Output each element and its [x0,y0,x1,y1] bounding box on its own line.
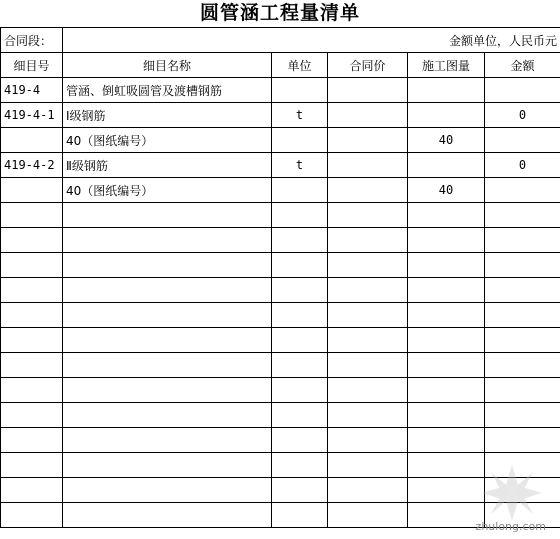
empty-cell[interactable] [408,253,485,278]
cell-name[interactable]: Ⅰ级钢筋 [63,103,272,128]
cell-code[interactable] [1,178,63,203]
empty-cell[interactable] [1,428,63,453]
empty-row [1,428,560,453]
cell-price[interactable] [328,78,408,103]
cell-qty[interactable]: 40 [408,128,485,153]
empty-row [1,203,560,228]
empty-cell[interactable] [1,503,63,528]
empty-row [1,303,560,328]
bill-table [0,27,560,528]
empty-cell[interactable] [272,278,328,303]
empty-cell[interactable] [63,503,272,528]
empty-cell[interactable] [408,328,485,353]
empty-cell[interactable] [408,278,485,303]
empty-cell[interactable] [408,403,485,428]
empty-cell[interactable] [1,478,63,503]
header-unit[interactable]: 单位 [272,53,328,78]
empty-cell[interactable] [63,428,272,453]
empty-cell[interactable] [328,453,408,478]
cell-amount[interactable]: 0 [485,103,560,128]
empty-cell[interactable] [63,228,272,253]
empty-cell[interactable] [485,303,560,328]
header-amount[interactable]: 金额 [485,53,560,78]
empty-cell[interactable] [408,353,485,378]
cell-amount[interactable] [485,78,560,103]
cell-price[interactable] [328,103,408,128]
cell-code[interactable] [1,128,63,153]
header-name[interactable]: 细目名称 [63,53,272,78]
empty-cell[interactable] [485,253,560,278]
cell-qty[interactable] [408,78,485,103]
empty-cell[interactable] [328,503,408,528]
empty-row [1,403,560,428]
cell-qty[interactable] [408,103,485,128]
empty-cell[interactable] [328,353,408,378]
table-row [1,178,560,203]
empty-row [1,378,560,403]
cell-qty[interactable]: 40 [408,178,485,203]
empty-cell[interactable] [1,453,63,478]
empty-cell[interactable] [272,478,328,503]
empty-cell[interactable] [63,328,272,353]
empty-cell[interactable] [272,353,328,378]
empty-row [1,278,560,303]
empty-cell[interactable] [328,228,408,253]
empty-cell[interactable] [328,403,408,428]
currency-note[interactable]: 金额单位，人民币元 [63,28,560,53]
contract-row [1,28,560,53]
empty-cell[interactable] [328,478,408,503]
empty-cell[interactable] [272,253,328,278]
cell-amount[interactable] [485,178,560,203]
watermark-text: zhulong.com [475,520,546,533]
empty-cell[interactable] [63,478,272,503]
empty-cell[interactable] [328,303,408,328]
cell-amount[interactable] [485,128,560,153]
empty-cell[interactable] [408,303,485,328]
empty-cell[interactable] [485,353,560,378]
empty-cell[interactable] [63,253,272,278]
cell-unit[interactable]: t [272,153,328,178]
empty-cell[interactable] [272,403,328,428]
empty-cell[interactable] [63,403,272,428]
empty-cell[interactable] [328,203,408,228]
empty-cell[interactable] [485,228,560,253]
empty-cell[interactable] [272,378,328,403]
empty-cell[interactable] [485,403,560,428]
cell-name[interactable]: Ⅱ级钢筋 [63,153,272,178]
empty-cell[interactable] [63,278,272,303]
empty-cell[interactable] [272,203,328,228]
table-row [1,78,560,103]
empty-cell[interactable] [408,428,485,453]
empty-cell[interactable] [328,378,408,403]
empty-cell[interactable] [1,303,63,328]
empty-cell[interactable] [408,378,485,403]
empty-cell[interactable] [272,328,328,353]
cell-unit[interactable] [272,178,328,203]
empty-cell[interactable] [485,203,560,228]
empty-cell[interactable] [272,503,328,528]
empty-cell[interactable] [485,378,560,403]
empty-cell[interactable] [1,403,63,428]
empty-cell[interactable] [272,453,328,478]
header-qty[interactable]: 施工图量 [408,53,485,78]
cell-unit[interactable] [272,128,328,153]
empty-cell[interactable] [485,428,560,453]
empty-cell[interactable] [272,228,328,253]
empty-cell[interactable] [328,278,408,303]
empty-cell[interactable] [1,328,63,353]
empty-cell[interactable] [485,328,560,353]
empty-cell[interactable] [63,353,272,378]
header-price[interactable]: 合同价 [328,53,408,78]
empty-row [1,353,560,378]
empty-cell[interactable] [328,253,408,278]
empty-row [1,253,560,278]
cell-amount[interactable]: 0 [485,153,560,178]
empty-cell[interactable] [485,278,560,303]
cell-code[interactable]: 419-4 [1,78,63,103]
header-row [1,53,560,78]
empty-cell[interactable] [63,453,272,478]
empty-cell[interactable] [1,378,63,403]
cell-unit[interactable]: t [272,103,328,128]
cell-price[interactable] [328,128,408,153]
empty-cell[interactable] [63,378,272,403]
sheet-title: 圆管涵工程量清单 [199,2,360,24]
empty-cell[interactable] [408,203,485,228]
empty-row [1,228,560,253]
empty-cell[interactable] [272,303,328,328]
empty-cell[interactable] [1,353,63,378]
cell-name[interactable]: 管涵、倒虹吸圆管及渡槽钢筋 [63,78,272,103]
empty-cell[interactable] [63,303,272,328]
empty-cell[interactable] [408,228,485,253]
header-code[interactable]: 细目号 [1,53,63,78]
empty-cell[interactable] [328,328,408,353]
contract-label[interactable]: 合同段： [1,28,63,53]
cell-name[interactable]: 40（图纸编号） [63,128,272,153]
cell-price[interactable] [328,153,408,178]
empty-cell[interactable] [1,253,63,278]
empty-cell[interactable] [1,203,63,228]
empty-cell[interactable] [63,203,272,228]
cell-name[interactable]: 40（图纸编号） [63,178,272,203]
table-row [1,153,560,178]
cell-unit[interactable] [272,78,328,103]
empty-cell[interactable] [1,228,63,253]
empty-cell[interactable] [328,428,408,453]
cell-code[interactable]: 419-4-2 [1,153,63,178]
cell-qty[interactable] [408,153,485,178]
empty-row [1,328,560,353]
table-row [1,128,560,153]
empty-cell[interactable] [1,278,63,303]
cell-code[interactable]: 419-4-1 [1,103,63,128]
cell-price[interactable] [328,178,408,203]
table-row [1,103,560,128]
empty-cell[interactable] [272,428,328,453]
